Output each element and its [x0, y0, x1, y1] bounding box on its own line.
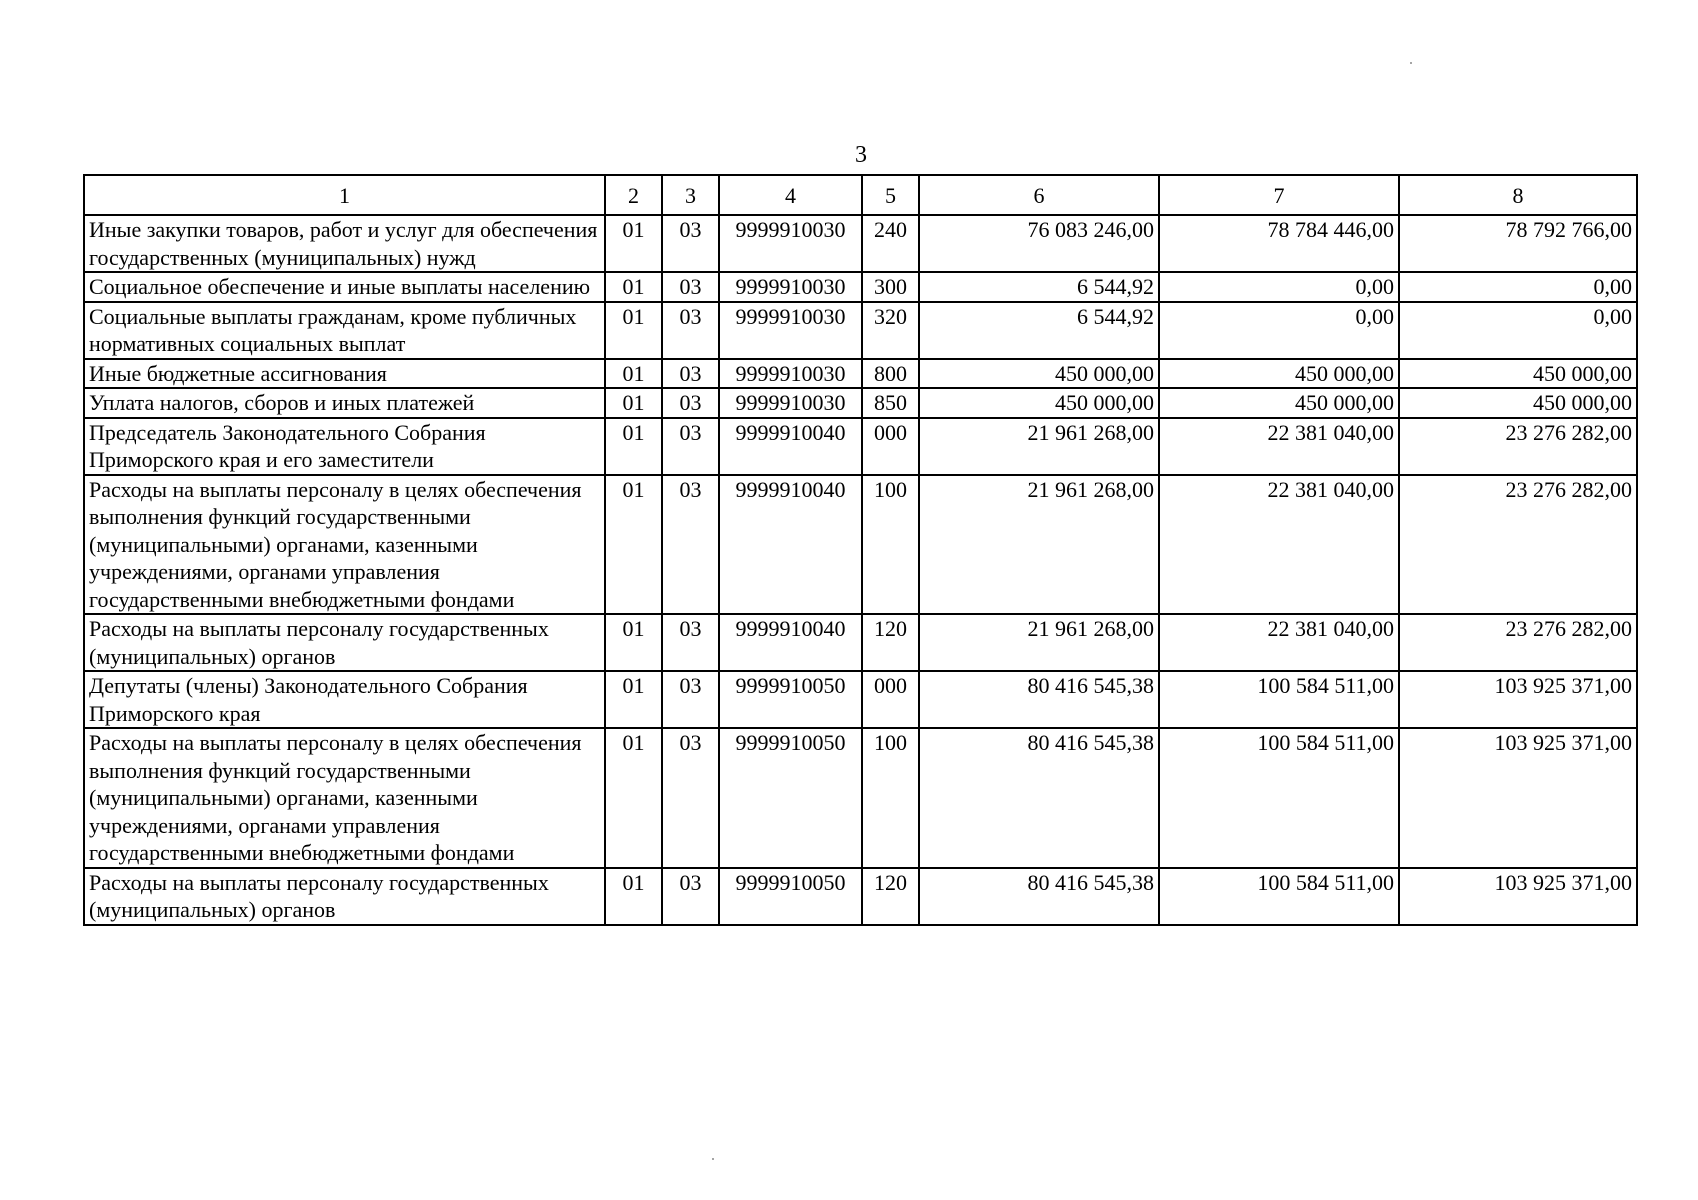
expense-name-cell: Иные закупки товаров, работ и услуг для обеспечения государственных (муниципальных) нужд — [84, 215, 605, 272]
column-header: 4 — [719, 175, 862, 215]
table-row — [84, 868, 1637, 925]
amount-col8-cell: 23 276 282,00 — [1399, 614, 1637, 671]
table-row — [84, 359, 1637, 389]
amount-col6-cell: 450 000,00 — [919, 359, 1159, 389]
target-article-cell: 9999910030 — [719, 215, 862, 272]
table-row — [84, 215, 1637, 272]
table-row — [84, 388, 1637, 418]
amount-col6-cell: 6 544,92 — [919, 272, 1159, 302]
amount-col7-cell: 0,00 — [1159, 272, 1399, 302]
section-code-cell: 01 — [605, 728, 662, 868]
column-header: 3 — [662, 175, 719, 215]
amount-col7-cell: 450 000,00 — [1159, 388, 1399, 418]
table-row — [84, 614, 1637, 671]
subsection-code-cell: 03 — [662, 302, 719, 359]
subsection-code-cell: 03 — [662, 671, 719, 728]
amount-col8-cell: 450 000,00 — [1399, 388, 1637, 418]
target-article-cell: 9999910030 — [719, 359, 862, 389]
target-article-cell: 9999910040 — [719, 614, 862, 671]
amount-col8-cell: 103 925 371,00 — [1399, 728, 1637, 868]
expense-type-cell: 240 — [862, 215, 919, 272]
column-header: 1 — [84, 175, 605, 215]
target-article-cell: 9999910030 — [719, 302, 862, 359]
expense-type-cell: 000 — [862, 671, 919, 728]
amount-col7-cell: 78 784 446,00 — [1159, 215, 1399, 272]
amount-col8-cell: 0,00 — [1399, 302, 1637, 359]
table-row — [84, 418, 1637, 475]
expense-type-cell: 100 — [862, 475, 919, 615]
amount-col7-cell: 22 381 040,00 — [1159, 475, 1399, 615]
expense-name-cell: Депутаты (члены) Законодательного Собрания Приморского края — [84, 671, 605, 728]
amount-col7-cell: 22 381 040,00 — [1159, 418, 1399, 475]
target-article-cell: 9999910050 — [719, 868, 862, 925]
subsection-code-cell: 03 — [662, 475, 719, 615]
amount-col6-cell: 450 000,00 — [919, 388, 1159, 418]
section-code-cell: 01 — [605, 215, 662, 272]
amount-col7-cell: 100 584 511,00 — [1159, 728, 1399, 868]
target-article-cell: 9999910030 — [719, 388, 862, 418]
table-row — [84, 272, 1637, 302]
subsection-code-cell: 03 — [662, 614, 719, 671]
scan-speck — [712, 1158, 714, 1160]
target-article-cell: 9999910050 — [719, 671, 862, 728]
expense-name-cell: Расходы на выплаты персоналу в целях обеспечения выполнения функций государственными (муниципальными) органами, казенными учреждениями, органами управления государственными внебюджетными фондами — [84, 475, 605, 615]
amount-col8-cell: 23 276 282,00 — [1399, 475, 1637, 615]
amount-col6-cell: 80 416 545,38 — [919, 728, 1159, 868]
table-row — [84, 475, 1637, 615]
expense-type-cell: 120 — [862, 614, 919, 671]
subsection-code-cell: 03 — [662, 388, 719, 418]
expense-name-cell: Расходы на выплаты персоналу государственных (муниципальных) органов — [84, 614, 605, 671]
amount-col7-cell: 100 584 511,00 — [1159, 868, 1399, 925]
column-header: 7 — [1159, 175, 1399, 215]
page-number: 3 — [855, 142, 867, 168]
amount-col8-cell: 23 276 282,00 — [1399, 418, 1637, 475]
section-code-cell: 01 — [605, 868, 662, 925]
section-code-cell: 01 — [605, 671, 662, 728]
expense-type-cell: 300 — [862, 272, 919, 302]
amount-col8-cell: 78 792 766,00 — [1399, 215, 1637, 272]
target-article-cell: 9999910050 — [719, 728, 862, 868]
section-code-cell: 01 — [605, 388, 662, 418]
amount-col6-cell: 80 416 545,38 — [919, 868, 1159, 925]
table-row — [84, 302, 1637, 359]
amount-col8-cell: 450 000,00 — [1399, 359, 1637, 389]
target-article-cell: 9999910030 — [719, 272, 862, 302]
table-header-row — [84, 175, 1637, 215]
expense-name-cell: Социальное обеспечение и иные выплаты населению — [84, 272, 605, 302]
expense-name-cell: Социальные выплаты гражданам, кроме публичных нормативных социальных выплат — [84, 302, 605, 359]
amount-col6-cell: 21 961 268,00 — [919, 418, 1159, 475]
amount-col8-cell: 103 925 371,00 — [1399, 671, 1637, 728]
target-article-cell: 9999910040 — [719, 475, 862, 615]
expense-type-cell: 850 — [862, 388, 919, 418]
expense-name-cell: Расходы на выплаты персоналу государственных (муниципальных) органов — [84, 868, 605, 925]
table-row — [84, 728, 1637, 868]
amount-col6-cell: 6 544,92 — [919, 302, 1159, 359]
amount-col7-cell: 22 381 040,00 — [1159, 614, 1399, 671]
column-header: 8 — [1399, 175, 1637, 215]
subsection-code-cell: 03 — [662, 215, 719, 272]
section-code-cell: 01 — [605, 302, 662, 359]
amount-col7-cell: 0,00 — [1159, 302, 1399, 359]
amount-col8-cell: 103 925 371,00 — [1399, 868, 1637, 925]
amount-col6-cell: 21 961 268,00 — [919, 614, 1159, 671]
table-row — [84, 671, 1637, 728]
expense-type-cell: 000 — [862, 418, 919, 475]
expense-type-cell: 320 — [862, 302, 919, 359]
expense-type-cell: 100 — [862, 728, 919, 868]
subsection-code-cell: 03 — [662, 359, 719, 389]
section-code-cell: 01 — [605, 475, 662, 615]
target-article-cell: 9999910040 — [719, 418, 862, 475]
amount-col6-cell: 21 961 268,00 — [919, 475, 1159, 615]
subsection-code-cell: 03 — [662, 418, 719, 475]
section-code-cell: 01 — [605, 418, 662, 475]
amount-col7-cell: 100 584 511,00 — [1159, 671, 1399, 728]
expense-name-cell: Председатель Законодательного Собрания Приморского края и его заместители — [84, 418, 605, 475]
expense-name-cell: Расходы на выплаты персоналу в целях обеспечения выполнения функций государственными (муниципальными) органами, казенными учреждениями, органами управления государственными внебюджетными фондами — [84, 728, 605, 868]
section-code-cell: 01 — [605, 272, 662, 302]
column-header: 6 — [919, 175, 1159, 215]
scan-speck — [1410, 62, 1412, 64]
expense-type-cell: 120 — [862, 868, 919, 925]
amount-col6-cell: 76 083 246,00 — [919, 215, 1159, 272]
budget-table — [83, 174, 1638, 926]
amount-col8-cell: 0,00 — [1399, 272, 1637, 302]
column-header: 5 — [862, 175, 919, 215]
expense-name-cell: Иные бюджетные ассигнования — [84, 359, 605, 389]
subsection-code-cell: 03 — [662, 868, 719, 925]
expense-type-cell: 800 — [862, 359, 919, 389]
amount-col7-cell: 450 000,00 — [1159, 359, 1399, 389]
subsection-code-cell: 03 — [662, 728, 719, 868]
section-code-cell: 01 — [605, 359, 662, 389]
subsection-code-cell: 03 — [662, 272, 719, 302]
column-header: 2 — [605, 175, 662, 215]
expense-name-cell: Уплата налогов, сборов и иных платежей — [84, 388, 605, 418]
section-code-cell: 01 — [605, 614, 662, 671]
amount-col6-cell: 80 416 545,38 — [919, 671, 1159, 728]
